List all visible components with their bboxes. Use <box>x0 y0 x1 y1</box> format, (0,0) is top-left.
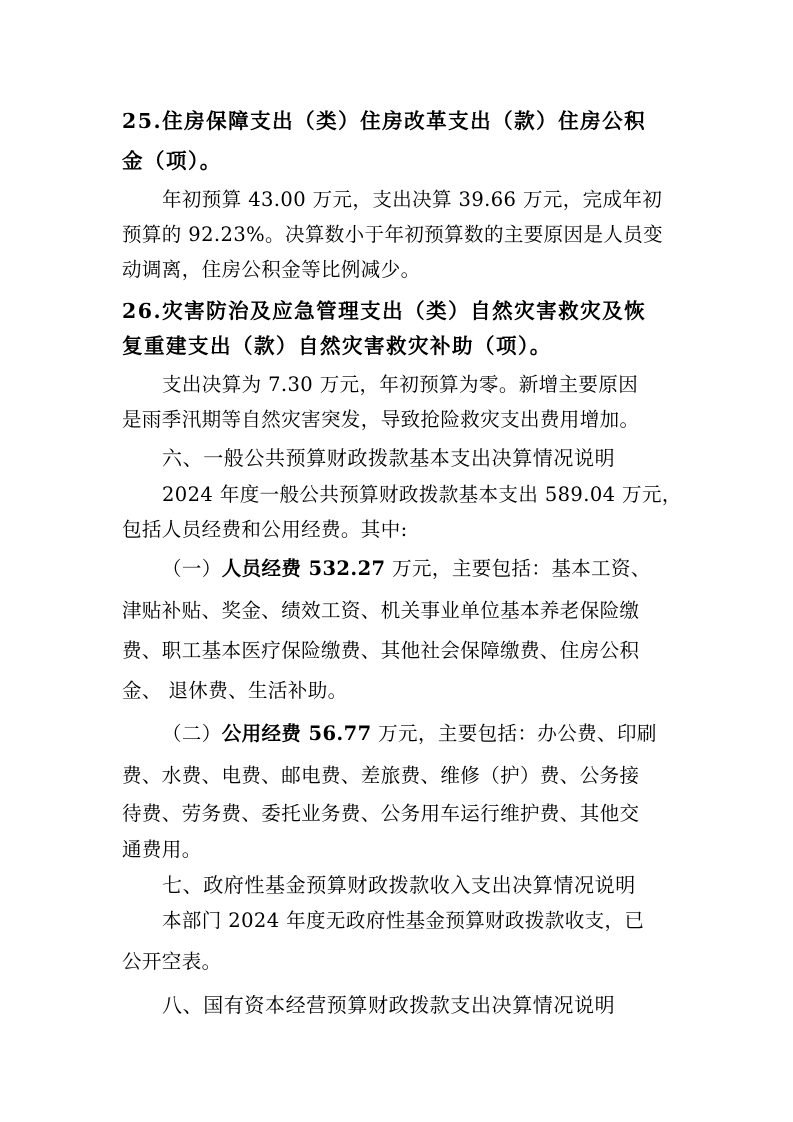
item26-title-line1: 26.灾害防治及应急管理支出（类）自然灾害救灾及恢 <box>122 299 647 323</box>
section6-intro-line1: 2024 年度一般公共预算财政拨款基本支出 589.04 万元， <box>162 483 682 506</box>
personnel-label: 人员经费 532.27 <box>221 557 386 580</box>
section6-intro-line2: 包括人员经费和公用经费。其中: <box>122 518 408 541</box>
item26-body-line1: 支出决算为 7.30 万元，年初预算为零。新增主要原因 <box>162 373 639 396</box>
item25-body-line3: 动调离，住房公积金等比例减少。 <box>122 258 421 281</box>
personnel-line4: 金、 退休费、生活补助。 <box>122 679 348 702</box>
public-line3: 待费、劳务费、委托业务费、公务用车运行维护费、其他交 <box>122 802 640 825</box>
public-line1-rest: 万元，主要包括：办公费、印刷 <box>371 722 657 745</box>
item26-title-line2: 复重建支出（款）自然灾害救灾补助（项）。 <box>122 334 552 358</box>
personnel-line1 <box>162 555 722 583</box>
item25-title-line1: 25.住房保障支出（类）住房改革支出（款）住房公积 <box>122 109 647 133</box>
public-line2: 费、水费、电费、邮电费、差旅费、维修（护）费、公务接 <box>122 764 640 787</box>
section7-heading: 七、政府性基金预算财政拨款收入支出决算情况说明 <box>162 873 636 897</box>
item26-body-line2: 是雨季汛期等自然灾害突发，导致抢险救灾支出费用增加。 <box>122 408 640 431</box>
section7-body-line1: 本部门 2024 年度无政府性基金预算财政拨款收支，已 <box>162 909 645 932</box>
item25-title-line2: 金（项）。 <box>122 149 222 173</box>
public-prefix: （二） <box>162 722 222 745</box>
section8-heading: 八、国有资本经营预算财政拨款支出决算情况说明 <box>162 993 616 1017</box>
public-line4: 通费用。 <box>122 838 202 861</box>
section7-body-line2: 公开空表。 <box>122 950 222 973</box>
item25-body-line2: 预算的 92.23%。决算数小于年初预算数的主要原因是人员变 <box>122 223 664 246</box>
public-line1 <box>162 720 722 748</box>
section6-heading: 六、一般公共预算财政拨款基本支出决算情况说明 <box>162 446 616 470</box>
item25-body-line1: 年初预算 43.00 万元，支出决算 39.66 万元，完成年初 <box>162 188 663 211</box>
personnel-line3: 费、职工基本医疗保险缴费、其他社会保障缴费、住房公积 <box>122 639 640 662</box>
personnel-prefix: （一） <box>162 557 222 580</box>
personnel-line2: 津贴补贴、奖金、绩效工资、机关事业单位基本养老保险缴 <box>122 599 640 622</box>
personnel-line1-rest: 万元，主要包括：基本工资、 <box>385 557 651 580</box>
public-label: 公用经费 56.77 <box>221 722 372 745</box>
